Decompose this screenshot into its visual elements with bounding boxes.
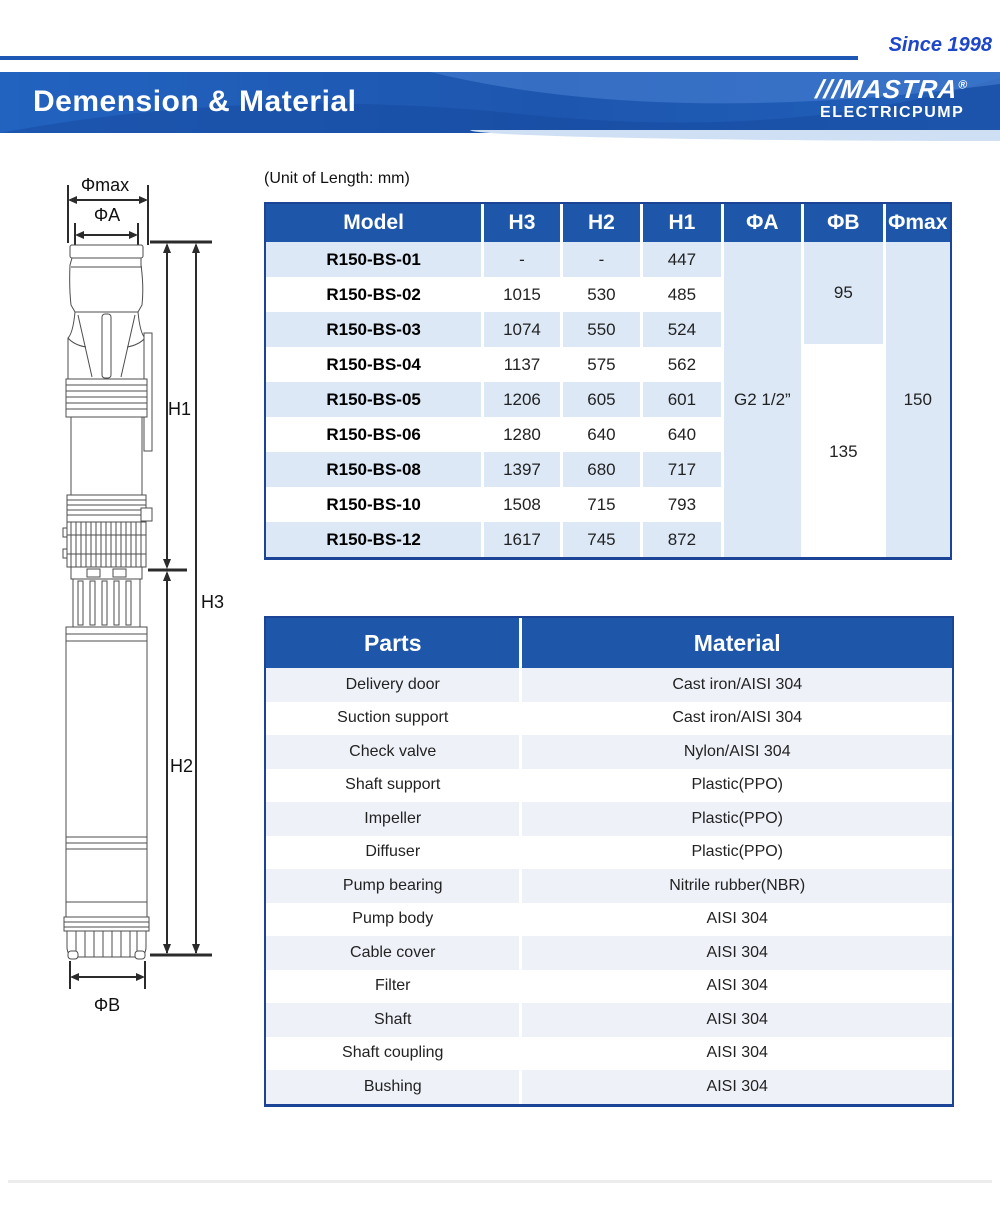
h3-cell: 1074 [481, 312, 559, 347]
table-row [266, 1070, 952, 1104]
h3-cell: 1137 [481, 347, 559, 382]
material-cell: Plastic(PPO) [519, 802, 952, 836]
h2-cell: 715 [560, 487, 640, 522]
unit-of-length-note: (Unit of Length: mm) [264, 170, 410, 187]
material-cell: Nitrile rubber(NBR) [519, 869, 952, 903]
dimension-table [266, 204, 950, 557]
col-header-h3: H3 [481, 204, 559, 242]
table-row [266, 869, 952, 903]
material-cell: AISI 304 [519, 936, 952, 970]
part-cell: Pump body [266, 903, 519, 937]
h2-cell: - [560, 242, 640, 277]
top-accent-line [0, 56, 858, 60]
col-header-h1: H1 [640, 204, 720, 242]
table-row [266, 735, 952, 769]
col-header-h2: H2 [560, 204, 640, 242]
col-header-phi-a: ΦA [721, 204, 801, 242]
h3-cell: 1015 [481, 277, 559, 312]
h1-cell: 601 [640, 382, 720, 417]
phi-b-top-merged-cell: 95 [801, 242, 882, 347]
slot-band [71, 567, 142, 579]
table-row [266, 903, 952, 937]
table-row [266, 242, 950, 277]
h1-cell: 717 [640, 452, 720, 487]
side-tab [141, 508, 152, 521]
material-cell: AISI 304 [519, 903, 952, 937]
model-cell: R150-BS-08 [266, 452, 481, 487]
table-row [266, 1003, 952, 1037]
col-header-phi-max: Φmax [883, 204, 950, 242]
dimension-table-container [264, 202, 952, 560]
part-cell: Filter [266, 970, 519, 1004]
table-row [266, 668, 952, 702]
table-row [266, 936, 952, 970]
col-header-phi-b: ΦB [801, 204, 882, 242]
material-cell: AISI 304 [519, 1037, 952, 1071]
h3-cell: 1397 [481, 452, 559, 487]
col-header-model: Model [266, 204, 481, 242]
h2-cell: 745 [560, 522, 640, 557]
phi-b-bottom-merged-cell: 135 [801, 347, 882, 557]
model-cell: R150-BS-01 [266, 242, 481, 277]
strainer-lug-bottom [63, 549, 67, 558]
material-cell: Plastic(PPO) [519, 836, 952, 870]
part-cell: Pump bearing [266, 869, 519, 903]
material-cell: AISI 304 [519, 1070, 952, 1104]
dimension-table-header-row [266, 204, 950, 242]
model-cell: R150-BS-03 [266, 312, 481, 347]
bottom-cap [67, 931, 146, 957]
col-header-material: Material [519, 618, 952, 668]
col-header-parts: Parts [266, 618, 519, 668]
h2-cell: 640 [560, 417, 640, 452]
h3-cell: 1206 [481, 382, 559, 417]
logo-brand-text: MASTRA [839, 74, 960, 104]
table-row [266, 1037, 952, 1071]
pump-head-rim [70, 245, 143, 258]
h1-cell: 524 [640, 312, 720, 347]
pump-tube [71, 417, 142, 495]
strainer-lug-top [63, 528, 67, 537]
h1-cell: 447 [640, 242, 720, 277]
material-cell: Cast iron/AISI 304 [519, 702, 952, 736]
logo-subtitle: ELECTRICPUMP [820, 104, 965, 121]
phi-max-merged-cell: 150 [883, 242, 950, 557]
part-cell: Bushing [266, 1070, 519, 1104]
model-cell: R150-BS-04 [266, 347, 481, 382]
part-cell: Suction support [266, 702, 519, 736]
table-row [266, 802, 952, 836]
h1-cell: 562 [640, 347, 720, 382]
page-title: Demension & Material [33, 85, 357, 118]
h1-cell: 793 [640, 487, 720, 522]
model-cell: R150-BS-12 [266, 522, 481, 557]
phi-a-merged-cell: G2 1/2” [721, 242, 801, 557]
bottom-flange [64, 917, 149, 931]
h2-cell: 530 [560, 277, 640, 312]
h3-cell: - [481, 242, 559, 277]
h1-cell: 872 [640, 522, 720, 557]
brand-logo [816, 76, 968, 121]
phi-a-label: ΦA [93, 205, 121, 225]
parts-material-table [266, 618, 952, 1104]
material-cell: AISI 304 [519, 1003, 952, 1037]
part-cell: Cable cover [266, 936, 519, 970]
h1-cell: 640 [640, 417, 720, 452]
part-cell: Delivery door [266, 668, 519, 702]
logo-slashes: /// [814, 74, 843, 104]
motor-body [66, 641, 147, 917]
part-cell: Shaft coupling [266, 1037, 519, 1071]
model-cell: R150-BS-06 [266, 417, 481, 452]
h2-cell: 680 [560, 452, 640, 487]
material-cell: Plastic(PPO) [519, 769, 952, 803]
phi-max-label: Φmax [80, 175, 130, 195]
table-row [266, 970, 952, 1004]
since-1998-text: Since 1998 [888, 34, 992, 56]
h3-cell: 1617 [481, 522, 559, 557]
pump-head-body [70, 258, 143, 312]
model-cell: R150-BS-02 [266, 277, 481, 312]
phi-b-label: ΦB [93, 995, 121, 1015]
ribbed-band-mid [67, 495, 146, 522]
part-cell: Impeller [266, 802, 519, 836]
table-row [266, 836, 952, 870]
parts-table-header-row [266, 618, 952, 668]
part-cell: Check valve [266, 735, 519, 769]
model-cell: R150-BS-10 [266, 487, 481, 522]
part-cell: Diffuser [266, 836, 519, 870]
h3-label: H3 [201, 592, 225, 612]
material-cell: Nylon/AISI 304 [519, 735, 952, 769]
part-cell: Shaft [266, 1003, 519, 1037]
bottom-divider [8, 1180, 992, 1183]
table-row [266, 347, 950, 382]
brand-logo-wordmark [815, 76, 969, 102]
registered-mark-icon: ® [957, 77, 970, 92]
h1-cell: 485 [640, 277, 720, 312]
material-cell: Cast iron/AISI 304 [519, 668, 952, 702]
h1-label: H1 [168, 399, 192, 419]
foot-left [68, 951, 78, 959]
table-row [266, 702, 952, 736]
pump-shaft-stem [102, 314, 111, 378]
h3-cell: 1280 [481, 417, 559, 452]
h2-cell: 550 [560, 312, 640, 347]
material-cell: AISI 304 [519, 970, 952, 1004]
foot-right [135, 951, 145, 959]
table-row [266, 769, 952, 803]
h3-cell: 1508 [481, 487, 559, 522]
h2-label: H2 [170, 756, 194, 776]
parts-table-container [264, 616, 954, 1107]
band-underline-swoosh [470, 130, 1000, 141]
h2-cell: 605 [560, 382, 640, 417]
model-cell: R150-BS-05 [266, 382, 481, 417]
h2-cell: 575 [560, 347, 640, 382]
part-cell: Shaft support [266, 769, 519, 803]
pump-technical-drawing [40, 165, 230, 1025]
